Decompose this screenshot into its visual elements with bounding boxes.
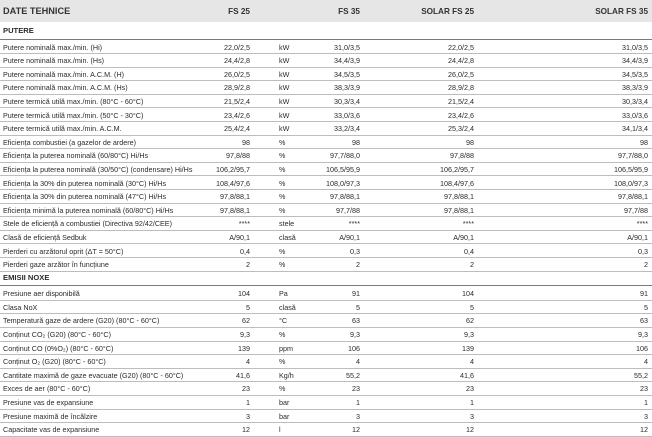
value-solar-fs35: 97,8/88,1 bbox=[618, 192, 648, 202]
value-fs25: 23,4/2,6 bbox=[224, 110, 250, 120]
value-solar-fs35: 63 bbox=[640, 316, 648, 326]
row-label: Putere nominală max./min. A.C.M. (Hs) bbox=[3, 83, 128, 93]
value-solar-fs25: 97,8/88,1 bbox=[444, 205, 474, 215]
value-fs25: 26,0/2,5 bbox=[224, 69, 250, 79]
row-unit: % bbox=[279, 330, 286, 339]
column-header-fs25: FS 25 bbox=[228, 7, 250, 16]
value-fs25: 21,5/2,4 bbox=[224, 96, 250, 106]
table-row bbox=[0, 369, 652, 383]
value-solar-fs35: 3 bbox=[644, 411, 648, 421]
value-fs25: A/90,1 bbox=[229, 232, 250, 242]
value-solar-fs25: 24,4/2,8 bbox=[448, 56, 474, 66]
value-fs35: 31,0/3,5 bbox=[334, 42, 360, 52]
value-solar-fs25: A/90,1 bbox=[453, 232, 474, 242]
value-fs35: 97,7/88 bbox=[336, 205, 360, 215]
value-solar-fs25: **** bbox=[462, 219, 474, 229]
row-label: Putere termică utilă max./min. A.C.M. bbox=[3, 124, 122, 134]
row-unit: clasă bbox=[279, 302, 296, 312]
value-solar-fs25: 28,9/2,8 bbox=[448, 83, 474, 93]
value-solar-fs35: 97,7/88,0 bbox=[618, 151, 648, 161]
value-fs25: 1 bbox=[246, 398, 250, 407]
row-unit: % bbox=[279, 178, 286, 188]
row-label: Eficiența la puterea nominală (60/80°C) Hi/Hs bbox=[3, 151, 149, 161]
table-row bbox=[0, 423, 652, 437]
table-row bbox=[0, 81, 652, 95]
value-solar-fs35: 108,0/97,3 bbox=[614, 178, 648, 188]
table-row bbox=[0, 41, 652, 55]
table-row bbox=[0, 163, 652, 177]
value-solar-fs25: 98 bbox=[466, 137, 474, 147]
value-solar-fs25: 3 bbox=[470, 411, 474, 421]
value-solar-fs25: 9,3 bbox=[464, 330, 474, 339]
value-fs35: 9,3 bbox=[350, 330, 360, 339]
value-fs25: 12 bbox=[242, 425, 250, 435]
table-row bbox=[0, 342, 652, 356]
value-solar-fs35: 98 bbox=[640, 137, 648, 147]
value-fs25: 24,4/2,8 bbox=[224, 56, 250, 66]
table-row bbox=[0, 204, 652, 218]
value-fs35: 106,5/95,9 bbox=[326, 164, 360, 174]
table-row bbox=[0, 314, 652, 328]
table-title: DATE TEHNICE bbox=[3, 6, 71, 16]
value-fs35: 33,2/3,4 bbox=[334, 124, 360, 134]
table-row bbox=[0, 136, 652, 150]
value-solar-fs25: 97,8/88 bbox=[450, 151, 474, 161]
value-fs35: 108,0/97,3 bbox=[326, 178, 360, 188]
column-header-solar-fs25: SOLAR FS 25 bbox=[421, 7, 474, 16]
value-solar-fs35: **** bbox=[636, 219, 648, 229]
value-fs35: 38,3/3,9 bbox=[334, 83, 360, 93]
column-header-fs35: FS 35 bbox=[338, 7, 360, 16]
row-unit: kW bbox=[279, 110, 290, 120]
row-unit: kW bbox=[279, 42, 290, 52]
value-fs35: 30,3/3,4 bbox=[334, 96, 360, 106]
section-title: PUTERE bbox=[3, 26, 34, 35]
row-label: Temperatură gaze de ardere (G20) (80°C - 60°C) bbox=[3, 316, 160, 326]
table-row bbox=[0, 287, 652, 301]
row-label: Exces de aer (80°C - 60°C) bbox=[3, 384, 91, 394]
value-fs35: 12 bbox=[352, 425, 360, 435]
value-fs25: 9,3 bbox=[240, 330, 250, 339]
value-fs35: 4 bbox=[356, 357, 360, 367]
value-solar-fs25: 12 bbox=[466, 425, 474, 435]
row-label: Presiune aer disponibilă bbox=[3, 289, 80, 299]
row-unit: kW bbox=[279, 124, 290, 134]
value-solar-fs35: 91 bbox=[640, 289, 648, 299]
row-unit: ppm bbox=[279, 343, 293, 353]
row-unit: % bbox=[279, 384, 286, 394]
value-fs25: 2 bbox=[246, 260, 250, 270]
value-fs35: 33,0/3,6 bbox=[334, 110, 360, 120]
value-solar-fs25: 108,4/97,6 bbox=[440, 178, 474, 188]
table-row bbox=[0, 190, 652, 204]
value-solar-fs25: 23,4/2,6 bbox=[448, 110, 474, 120]
value-fs35: 0,3 bbox=[350, 246, 360, 256]
row-unit: % bbox=[279, 192, 286, 202]
table-row bbox=[0, 328, 652, 342]
value-fs25: 25,4/2,4 bbox=[224, 124, 250, 134]
table-row bbox=[0, 410, 652, 424]
value-solar-fs35: 31,0/3,5 bbox=[622, 42, 648, 52]
value-solar-fs35: 30,3/3,4 bbox=[622, 96, 648, 106]
value-solar-fs25: 41,6 bbox=[460, 370, 474, 380]
value-solar-fs25: 22,0/2,5 bbox=[448, 42, 474, 52]
value-fs35: 34,4/3,9 bbox=[334, 56, 360, 66]
row-label: Conținut CO₂ (G20) (80°C - 60°C) bbox=[3, 330, 111, 339]
row-label: Clasa NoX bbox=[3, 302, 38, 312]
table-row bbox=[0, 258, 652, 272]
value-fs35: 2 bbox=[356, 260, 360, 270]
row-label: Eficiența la puterea nominală (30/50°C) (condensare) Hi/Hs bbox=[3, 164, 193, 174]
value-solar-fs35: 12 bbox=[640, 425, 648, 435]
row-label: Eficiența la 30% din puterea nominală (47°C) Hi/Hs bbox=[3, 192, 167, 202]
row-unit: % bbox=[279, 246, 286, 256]
value-fs35: 34,5/3,5 bbox=[334, 69, 360, 79]
row-label: Eficiența minimă la puterea nominală (60/80°C) Hi/Hs bbox=[3, 205, 174, 215]
value-fs35: 97,7/88,0 bbox=[330, 151, 360, 161]
value-fs25: 108,4/97,6 bbox=[216, 178, 250, 188]
row-label: Clasă de eficiență Sedbuk bbox=[3, 232, 87, 242]
table-row bbox=[0, 54, 652, 68]
table-row bbox=[0, 95, 652, 109]
value-solar-fs35: 33,0/3,6 bbox=[622, 110, 648, 120]
row-unit: °C bbox=[279, 316, 288, 326]
row-label: Pierderi cu arzătorul oprit (ΔT = 50°C) bbox=[3, 246, 124, 256]
value-fs35: 91 bbox=[352, 289, 360, 299]
value-fs35: 106 bbox=[348, 343, 360, 353]
value-fs25: 104 bbox=[238, 289, 250, 299]
value-solar-fs35: 34,5/3,5 bbox=[622, 69, 648, 79]
value-fs35: A/90,1 bbox=[339, 232, 360, 242]
row-unit: bar bbox=[279, 398, 290, 407]
row-label: Putere termică utilă max./min. (80°C - 60°C) bbox=[3, 96, 144, 106]
value-solar-fs25: 97,8/88,1 bbox=[444, 192, 474, 202]
row-unit: % bbox=[279, 205, 286, 215]
value-fs35: 1 bbox=[356, 398, 360, 407]
value-fs25: 23 bbox=[242, 384, 250, 394]
value-solar-fs25: 26,0/2,5 bbox=[448, 69, 474, 79]
row-label: Stele de eficiență a combustiei (Directiva 92/42/CEE) bbox=[3, 219, 172, 229]
value-fs25: 4 bbox=[246, 357, 250, 367]
value-solar-fs35: 34,1/3,4 bbox=[622, 124, 648, 134]
value-solar-fs25: 4 bbox=[470, 357, 474, 367]
value-solar-fs25: 106,2/95,7 bbox=[440, 164, 474, 174]
value-fs25: 139 bbox=[238, 343, 250, 353]
value-fs35: 98 bbox=[352, 137, 360, 147]
value-fs35: 55,2 bbox=[346, 370, 360, 380]
value-fs25: 5 bbox=[246, 302, 250, 312]
row-label: Pierderi gaze arzător în funcțiune bbox=[3, 260, 109, 270]
row-label: Conținut CO (0%O₂) (80°C - 60°C) bbox=[3, 343, 114, 353]
table-row bbox=[0, 149, 652, 163]
value-solar-fs35: 9,3 bbox=[638, 330, 648, 339]
row-label: Cantitate maximă de gaze evacuate (G20) (80°C - 60°C) bbox=[3, 370, 184, 380]
row-unit: kW bbox=[279, 83, 290, 93]
row-unit: Pa bbox=[279, 289, 288, 299]
row-unit: l bbox=[279, 425, 281, 435]
value-solar-fs25: 5 bbox=[470, 302, 474, 312]
row-unit: % bbox=[279, 357, 286, 367]
value-solar-fs35: 23 bbox=[640, 384, 648, 394]
row-unit: kW bbox=[279, 69, 290, 79]
section-header bbox=[0, 26, 652, 40]
value-fs25: 62 bbox=[242, 316, 250, 326]
row-label: Eficiența combustiei (a gazelor de ardere) bbox=[3, 137, 137, 147]
value-solar-fs25: 1 bbox=[470, 398, 474, 407]
value-fs25: 97,8/88,1 bbox=[220, 205, 250, 215]
row-unit: bar bbox=[279, 411, 290, 421]
row-unit: clasă bbox=[279, 232, 296, 242]
value-solar-fs25: 23 bbox=[466, 384, 474, 394]
row-unit: % bbox=[279, 137, 286, 147]
value-solar-fs35: 106 bbox=[636, 343, 648, 353]
row-unit: kW bbox=[279, 96, 290, 106]
column-header-solar-fs35: SOLAR FS 35 bbox=[595, 7, 648, 16]
value-solar-fs25: 0,4 bbox=[464, 246, 474, 256]
value-fs25: 22,0/2,5 bbox=[224, 42, 250, 52]
value-solar-fs25: 25,3/2,4 bbox=[448, 124, 474, 134]
value-fs35: **** bbox=[348, 219, 360, 229]
value-fs25: 3 bbox=[246, 411, 250, 421]
value-fs35: 63 bbox=[352, 316, 360, 326]
row-label: Capacitate vas de expansiune bbox=[3, 425, 100, 435]
value-solar-fs35: 55,2 bbox=[634, 370, 648, 380]
value-solar-fs25: 62 bbox=[466, 316, 474, 326]
table-row bbox=[0, 122, 652, 136]
value-fs35: 23 bbox=[352, 384, 360, 394]
row-label: Presiune vas de expansiune bbox=[3, 398, 94, 407]
row-unit: % bbox=[279, 164, 286, 174]
value-fs25: 98 bbox=[242, 137, 250, 147]
table-row bbox=[0, 217, 652, 231]
table-row bbox=[0, 301, 652, 315]
value-solar-fs35: 106,5/95,9 bbox=[614, 164, 648, 174]
section-header bbox=[0, 273, 652, 287]
row-label: Presiune maximă de încălzire bbox=[3, 411, 98, 421]
row-label: Putere nominală max./min. (Hi) bbox=[3, 42, 103, 52]
value-solar-fs35: A/90,1 bbox=[627, 232, 648, 242]
table-row bbox=[0, 177, 652, 191]
row-label: Putere nominală max./min. A.C.M. (H) bbox=[3, 69, 125, 79]
value-fs35: 97,8/88,1 bbox=[330, 192, 360, 202]
value-solar-fs25: 104 bbox=[462, 289, 474, 299]
value-fs35: 3 bbox=[356, 411, 360, 421]
row-label: Putere nominală max./min. (Hs) bbox=[3, 56, 105, 66]
value-fs35: 5 bbox=[356, 302, 360, 312]
table-row bbox=[0, 355, 652, 369]
table-header bbox=[0, 0, 652, 22]
row-label: Putere termică utilă max./min. (50°C - 30°C) bbox=[3, 110, 144, 120]
value-fs25: 97,8/88,1 bbox=[220, 192, 250, 202]
value-fs25: 41,6 bbox=[236, 370, 250, 380]
row-unit: % bbox=[279, 260, 286, 270]
row-unit: stele bbox=[279, 219, 295, 229]
table-row bbox=[0, 109, 652, 123]
table-row bbox=[0, 245, 652, 259]
table-row bbox=[0, 396, 652, 410]
value-fs25: 97,8/88 bbox=[226, 151, 250, 161]
value-solar-fs35: 5 bbox=[644, 302, 648, 312]
value-solar-fs35: 4 bbox=[644, 357, 648, 367]
section-title: EMISII NOXE bbox=[3, 272, 50, 282]
value-fs25: 106,2/95,7 bbox=[216, 164, 250, 174]
value-solar-fs35: 0,3 bbox=[638, 246, 648, 256]
value-solar-fs25: 139 bbox=[462, 343, 474, 353]
value-solar-fs35: 38,3/3,9 bbox=[622, 83, 648, 93]
table-row bbox=[0, 231, 652, 245]
value-solar-fs25: 2 bbox=[470, 260, 474, 270]
row-unit: Kg/h bbox=[279, 370, 294, 380]
value-solar-fs35: 1 bbox=[644, 398, 648, 407]
row-unit: % bbox=[279, 151, 286, 161]
value-solar-fs25: 21,5/2,4 bbox=[448, 96, 474, 106]
value-fs25: 28,9/2,8 bbox=[224, 83, 250, 93]
row-unit: kW bbox=[279, 56, 290, 66]
row-label: Eficiența la 30% din puterea nominală (30°C) Hi/Hs bbox=[3, 178, 167, 188]
table-row bbox=[0, 382, 652, 396]
value-solar-fs35: 34,4/3,9 bbox=[622, 56, 648, 66]
value-fs25: 0,4 bbox=[240, 246, 250, 256]
value-solar-fs35: 97,7/88 bbox=[624, 205, 648, 215]
table-row bbox=[0, 68, 652, 82]
value-fs25: **** bbox=[238, 219, 250, 229]
value-solar-fs35: 2 bbox=[644, 260, 648, 270]
row-label: Conținut O₂ (G20) (80°C - 60°C) bbox=[3, 357, 106, 367]
